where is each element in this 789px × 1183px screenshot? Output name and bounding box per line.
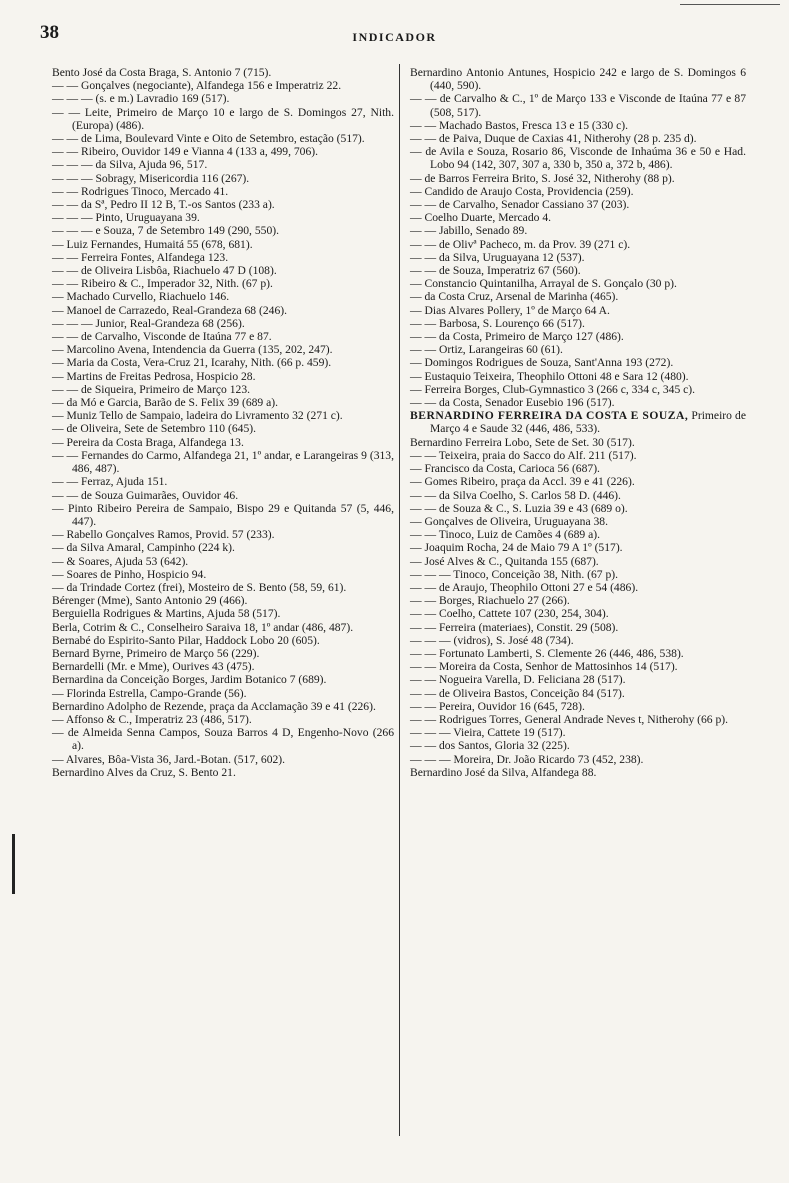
directory-entry: — Domingos Rodrigues de Souza, Sant'Anna 193 (272). — [410, 356, 674, 370]
directory-entry: — da Trindade Cortez (frei), Mosteiro de S. Bento (58, 59, 61). — [52, 580, 347, 594]
directory-entry: Bernardelli (Mr. e Mme), Ourives 43 (475). — [52, 660, 255, 674]
directory-entry: — — Ferreira Fontes, Alfandega 123. — [52, 250, 229, 264]
directory-entry: — Alvares, Bôa-Vista 36, Jard.-Botan. (517, 602). — [52, 752, 286, 766]
directory-entry: — — de Lima, Boulevard Vinte e Oito de Setembro, estação (517). — [52, 132, 365, 146]
directory-entry: — Maria da Costa, Vera-Cruz 21, Icarahy, Nith. (66 p. 459). — [52, 356, 332, 370]
directory-entry: — — de Souza, Imperatriz 67 (560). — [410, 264, 581, 278]
directory-entry: Bernardino Ferreira Lobo, Sete de Set. 30 (517). — [410, 435, 635, 449]
directory-entry: — — de Carvalho & C., 1º de Março 133 e Visconde de Itaúna 77 e 87 (508, 517). — [410, 92, 746, 119]
directory-entry: Berla, Cotrim & C., Conselheiro Saraiva 18, 1º andar (486, 487). — [52, 620, 354, 634]
directory-entry: — — Machado Bastos, Fresca 13 e 15 (330 c). — [410, 118, 628, 132]
right-column — [410, 66, 746, 779]
directory-entry: — — — (s. e m.) Lavradio 169 (517). — [52, 92, 230, 106]
directory-entry: — Pereira da Costa Braga, Alfandega 13. — [52, 435, 244, 449]
directory-entry: — — Rodrigues Torres, General Andrade Neves t, Nitherohy (66 p). — [410, 712, 729, 726]
directory-entry: — — Coelho, Cattete 107 (230, 254, 304). — [410, 607, 609, 621]
directory-entry: — — — (vidros), S. José 48 (734). — [410, 633, 574, 647]
directory-entry: Bernard Byrne, Primeiro de Março 56 (229). — [52, 646, 260, 660]
directory-entry: — Ferreira Borges, Club-Gymnastico 3 (266 c, 334 c, 345 c). — [410, 382, 696, 396]
directory-entry: — — da Costa, Senador Eusebio 196 (517). — [410, 396, 615, 410]
directory-entry: — Gomes Ribeiro, praça da Accl. 39 e 41 (226). — [410, 475, 635, 489]
directory-entry: — — da Silva Coelho, S. Carlos 58 D. (446). — [410, 488, 621, 502]
directory-entry: Bernardino Alves da Cruz, S. Bento 21. — [52, 765, 236, 779]
directory-entry: — — da Costa, Primeiro de Março 127 (486). — [410, 330, 624, 344]
directory-entry: — Rabello Gonçalves Ramos, Provid. 57 (233). — [52, 528, 275, 542]
directory-entry: — de Avila e Souza, Rosario 86, Visconde de Inhaúma 36 e 50 e Had. Lobo 94 (142, 307, 307 a, 330 b, 350 a, 372 b, 486). — [410, 145, 746, 172]
directory-entry: — — Jabillo, Senado 89. — [410, 224, 528, 238]
directory-entry: — — Rodrigues Tinoco, Mercado 41. — [52, 184, 229, 198]
directory-entry: — — Fortunato Lamberti, S. Clemente 26 (446, 486, 538). — [410, 646, 684, 660]
directory-entry: — — Ortiz, Larangeiras 60 (61). — [410, 343, 563, 357]
directory-entry: — Candido de Araujo Costa, Providencia (259). — [410, 184, 634, 198]
directory-entry: — Luiz Fernandes, Humaitá 55 (678, 681). — [52, 237, 253, 251]
directory-entry: — de Almeida Senna Campos, Souza Barros 4 D, Engenho-Novo (266 a). — [52, 726, 394, 753]
directory-entry: — Coelho Duarte, Mercado 4. — [410, 211, 552, 225]
directory-entry: — — Fernandes do Carmo, Alfandega 21, 1º andar, e Larangeiras 9 (313, 486, 487). — [52, 448, 394, 476]
directory-entry: — — de Araujo, Theophilo Ottoni 27 e 54 (486). — [410, 580, 639, 594]
directory-entry: — — Barbosa, S. Lourenço 66 (517). — [410, 316, 585, 330]
directory-entry: — — — Tinoco, Conceição 38, Nith. (67 p). — [410, 567, 619, 581]
left-column — [52, 66, 394, 779]
directory-entry: — — Borges, Riachuelo 27 (266). — [410, 594, 570, 608]
directory-entry: — — — Pinto, Uruguayana 39. — [52, 211, 200, 225]
directory-entry: — — de Carvalho, Senador Cassiano 37 (203). — [410, 198, 630, 212]
directory-entry: — Affonso & C., Imperatriz 23 (486, 517). — [52, 712, 252, 726]
directory-entry: — — Ferraz, Ajuda 151. — [52, 475, 168, 489]
directory-entry: — Manoel de Carrazedo, Real-Grandeza 68 (246). — [52, 303, 287, 317]
directory-entry: Bérenger (Mme), Santo Antonio 29 (466). — [52, 594, 248, 608]
directory-entry: — — de Oliveira Bastos, Conceição 84 (517). — [410, 686, 625, 700]
directory-entry: — Soares de Pinho, Hospicio 94. — [52, 567, 207, 581]
directory-entry: — Muniz Tello de Sampaio, ladeira do Livramento 32 (271 c). — [52, 409, 343, 423]
directory-entry: — Constancio Quintanilha, Arrayal de S. Gonçalo (30 p). — [410, 277, 677, 291]
directory-entry: — — de Souza & C., S. Luzia 39 e 43 (689 o). — [410, 501, 628, 515]
directory-entry: — José Alves & C., Quitanda 155 (687). — [410, 554, 599, 568]
highlighted-entry-name: BERNARDINO FERREIRA DA COSTA E SOUZA, — [410, 409, 689, 423]
directory-entry: — — Ribeiro & C., Imperador 32, Nith. (67 p). — [52, 277, 273, 291]
directory-entry: — — — Moreira, Dr. João Ricardo 73 (452, 238). — [410, 752, 644, 766]
directory-entry: — de Barros Ferreira Brito, S. José 32, Nitherohy (88 p). — [410, 171, 675, 185]
directory-entry: — Francisco da Costa, Carioca 56 (687). — [410, 462, 600, 476]
page-number: 38 — [40, 22, 59, 43]
margin-mark — [12, 834, 15, 894]
directory-entry: Bernardino José da Silva, Alfandega 88. — [410, 765, 597, 779]
directory-entry: — Machado Curvello, Riachuelo 146. — [52, 290, 230, 304]
directory-entry: — Dias Alvares Pollery, 1º de Março 64 A. — [410, 303, 610, 317]
column-divider — [399, 64, 400, 1136]
right-column-top — [410, 66, 746, 409]
directory-entry: Berguiella Rodrigues & Martins, Ajuda 58 (517). — [52, 607, 281, 621]
directory-entry: — de Oliveira, Sete de Setembro 110 (645). — [52, 422, 257, 436]
directory-entry: — Marcolino Avena, Intendencia da Guerra (135, 202, 247). — [52, 343, 333, 357]
directory-entry: Bento José da Costa Braga, S. Antonio 7 (715). — [52, 66, 272, 79]
highlighted-entry-address: Primeiro de Março 4 e Saude 32 (446, 486, 533). — [430, 409, 746, 436]
directory-entry: Bernardina da Conceição Borges, Jardim Botanico 7 (689). — [52, 673, 327, 687]
highlighted-entry — [410, 409, 746, 435]
top-rule — [680, 4, 780, 5]
directory-entry: — — — Vieira, Cattete 19 (517). — [410, 726, 566, 740]
directory-entry: Bernardino Adolpho de Rezende, praça da Acclamação 39 e 41 (226). — [52, 699, 376, 713]
directory-entry: — — Gonçalves (negociante), Alfandega 156 e Imperatriz 22. — [52, 79, 342, 93]
directory-entry: — — de Siqueira, Primeiro de Março 123. — [52, 382, 251, 396]
directory-entry: — — Nogueira Varella, D. Feliciana 28 (517). — [410, 673, 626, 687]
directory-entry: — da Costa Cruz, Arsenal de Marinha (465). — [410, 290, 619, 304]
directory-entry: — — — da Silva, Ajuda 96, 517. — [52, 158, 208, 172]
directory-entry: — — Ferreira (materiaes), Constit. 29 (508). — [410, 620, 619, 634]
directory-entry: — da Mó e Garcia, Barão de S. Felix 39 (689 a). — [52, 396, 279, 410]
directory-entry: — — de Paiva, Duque de Caxias 41, Nitherohy (28 p. 235 d). — [410, 132, 697, 146]
directory-entry: — — Teixeira, praia do Sacco do Alf. 211 (517). — [410, 448, 637, 462]
directory-entry: — Joaquim Rocha, 24 de Maio 79 A 1º (517). — [410, 541, 623, 555]
directory-entry: — — — Junior, Real-Grandeza 68 (256). — [52, 316, 245, 330]
directory-entry: — — — e Souza, 7 de Setembro 149 (290, 550). — [52, 224, 280, 238]
directory-entry: — — Leite, Primeiro de Março 10 e largo de S. Domingos 27, Nith. (Europa) (486). — [52, 105, 394, 132]
directory-entry: — Eustaquio Teixeira, Theophilo Ottoni 48 e Sara 12 (480). — [410, 369, 689, 383]
directory-entry: — & Soares, Ajuda 53 (642). — [52, 554, 189, 568]
directory-entry: — — de Oliveira Lisbôa, Riachuelo 47 D (108). — [52, 264, 277, 278]
directory-entry: — — Tinoco, Luiz de Camões 4 (689 a). — [410, 528, 600, 542]
directory-entry: — — de Souza Guimarães, Ouvidor 46. — [52, 488, 239, 502]
directory-entry: — Florinda Estrella, Campo-Grande (56). — [52, 686, 247, 700]
directory-entry: — Gonçalves de Oliveira, Uruguayana 38. — [410, 514, 608, 528]
directory-entry: — — de Carvalho, Visconde de Itaúna 77 e 87. — [52, 330, 272, 344]
directory-entry: — Martins de Freitas Pedrosa, Hospicio 28. — [52, 369, 256, 383]
directory-entry: — Pinto Ribeiro Pereira de Sampaio, Bispo 29 e Quitanda 57 (5, 446, 447). — [52, 501, 394, 528]
right-column-bottom — [410, 436, 746, 779]
directory-entry: — — dos Santos, Gloria 32 (225). — [410, 739, 570, 753]
directory-entry: — — Pereira, Ouvidor 16 (645, 728). — [410, 699, 585, 713]
directory-entry: — — Moreira da Costa, Senhor de Mattosinhos 14 (517). — [410, 660, 678, 674]
directory-entry: Bernardino Antonio Antunes, Hospicio 242 e largo de S. Domingos 6 (440, 590). — [410, 66, 746, 93]
running-head: INDICADOR — [352, 30, 437, 44]
directory-entry: — — Ribeiro, Ouvidor 149 e Vianna 4 (133 a, 499, 706). — [52, 145, 319, 159]
directory-entry: — da Silva Amaral, Campinho (224 k). — [52, 541, 235, 555]
directory-entry: — — da Sª, Pedro II 12 B, T.-os Santos (233 a). — [52, 198, 275, 212]
directory-entry: — — da Silva, Uruguayana 12 (537). — [410, 250, 585, 264]
directory-entry: Bernabé do Espirito-Santo Pilar, Haddock Lobo 20 (605). — [52, 633, 320, 647]
directory-entry: — — — Sobragy, Misericordia 116 (267). — [52, 171, 250, 185]
directory-entry: — — de Olivª Pacheco, m. da Prov. 39 (271 c). — [410, 237, 631, 251]
